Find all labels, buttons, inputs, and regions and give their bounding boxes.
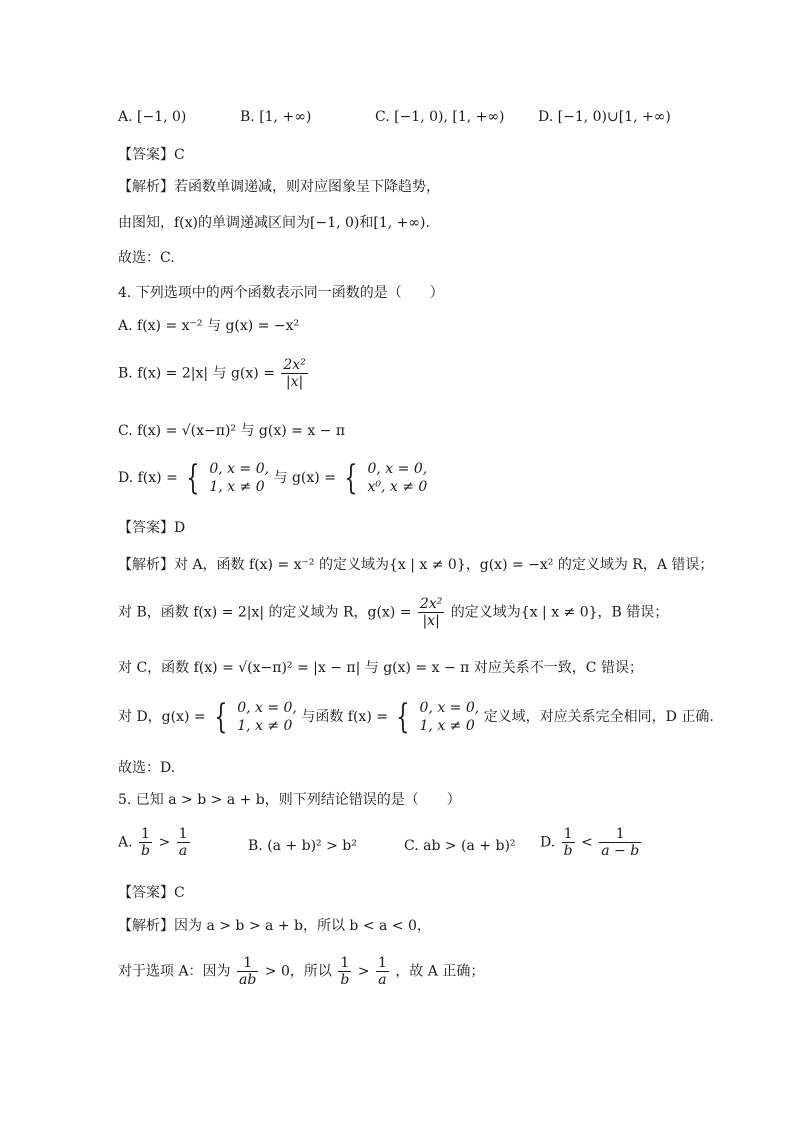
denominator: b: [340, 972, 350, 988]
q4-option-d-cases-f: [209, 460, 269, 496]
q4-analysis-b-prefix: 对 B，函数 f(x) = 2|x| 的定义域为 R，g(x) =: [118, 604, 412, 621]
cases-row: 1, x ≠ 0: [419, 718, 475, 734]
numerator: 1: [237, 955, 258, 972]
q5-option-d: [540, 826, 643, 866]
q4-stem: 4. 下列选项中的两个函数表示同一函数的是（ ）: [118, 285, 444, 301]
q4-analysis-d-mid: 与函数 f(x) =: [301, 709, 388, 725]
q4-analysis-a: 【解析】对 A，函数 f(x) = x⁻² 的定义域为{x | x ≠ 0}，g(x) = −x² 的定义域为 R，A 错误；: [118, 557, 714, 573]
q4-analysis-b-fraction: [418, 596, 444, 629]
q3-option-b: B. [1, +∞): [240, 109, 312, 125]
q4-conclusion: 故选：D.: [118, 760, 176, 776]
fraction-1-over-a-minus-b: [599, 826, 641, 859]
greater-than: >: [158, 834, 171, 851]
q4-option-b: [118, 357, 734, 397]
q5-analysis-line2: [118, 955, 734, 995]
numerator: 1: [139, 826, 152, 843]
q4-analysis-b-denominator: |x|: [422, 613, 440, 629]
q5-answer: 【答案】C: [118, 885, 185, 901]
q4-analysis-b-suffix: 的定义域为{x | x ≠ 0}，B 错误；: [450, 604, 669, 621]
q5-analysis-line2-prefix: 对于选项 A：因为: [118, 963, 231, 980]
numerator: 1: [562, 826, 575, 843]
q5-option-c: C. ab > (a + b)²: [404, 838, 516, 854]
cases-row: 1, x ≠ 0: [209, 479, 265, 495]
cases-row: 0, x = 0,: [237, 700, 297, 716]
q4-analysis-d-cases-g: [237, 699, 297, 735]
cases-row: x⁰, x ≠ 0: [367, 479, 428, 495]
q4-option-b-text: B. f(x) = 2|x| 与 g(x) =: [118, 365, 275, 382]
cases-row: 0, x = 0,: [367, 461, 428, 477]
left-brace-icon: {: [214, 697, 228, 737]
q3-option-d: D. [−1, 0)∪[1, +∞): [538, 109, 671, 125]
q3-analysis-line1: 【解析】若函数单调递减，则对应图象呈下降趋势，: [118, 179, 440, 195]
q4-option-b-numerator: 2x²: [283, 357, 306, 373]
fraction-1-over-ab: [237, 955, 258, 988]
denominator: ab: [239, 972, 257, 988]
q5-option-b: B. (a + b)² > b²: [248, 838, 357, 854]
q5-analysis-line2-suffix: ，故 A 正确；: [395, 963, 485, 980]
q5-analysis-line1: 【解析】因为 a > b > a + b，所以 b < a < 0，: [118, 918, 431, 934]
numerator: 1: [178, 826, 188, 842]
left-brace-icon: {: [344, 458, 358, 498]
q4-option-b-denominator: |x|: [285, 374, 304, 390]
numerator: 1: [377, 955, 387, 971]
denominator: a: [178, 843, 188, 859]
fraction-1-over-b: [139, 826, 152, 859]
q4-analysis-c: 对 C，函数 f(x) = √(x−π)² = |x − π| 与 g(x) = x − π 对应关系不一致，C 错误；: [118, 660, 643, 676]
q4-option-d: [118, 460, 734, 504]
less-than: <: [581, 834, 593, 851]
denominator: b: [141, 843, 150, 859]
q4-answer: 【答案】D: [118, 520, 186, 536]
q4-analysis-b-numerator: 2x²: [419, 596, 443, 612]
left-brace-icon: {: [186, 458, 200, 498]
q3-option-c: C. [−1, 0), [1, +∞): [375, 109, 505, 125]
q5-stem: 5. 已知 a > b > a + b，则下列结论错误的是（ ）: [118, 792, 461, 808]
q4-analysis-d: [118, 699, 734, 743]
fraction-1-over-b: [338, 955, 351, 988]
q4-option-d-label: D. f(x) =: [118, 470, 178, 486]
q4-option-d-cases-g: [367, 460, 427, 496]
q5-option-a: [118, 826, 192, 866]
q3-conclusion: 故选：C.: [118, 250, 175, 266]
left-brace-icon: {: [396, 697, 410, 737]
fraction-1-over-b: [562, 826, 575, 859]
q4-option-d-mid: 与 g(x) =: [273, 470, 336, 486]
denominator: a: [378, 972, 387, 988]
q4-analysis-d-suffix: 定义域，对应关系完全相同，D 正确.: [483, 709, 714, 725]
q4-analysis-b: [118, 596, 734, 636]
greater-than: >: [357, 963, 370, 980]
q4-option-b-fraction: [281, 357, 307, 390]
q4-analysis-d-cases-f: [420, 699, 480, 735]
cases-row: 0, x = 0,: [419, 700, 480, 716]
numerator: 1: [599, 826, 641, 843]
q4-option-a: A. f(x) = x⁻² 与 g(x) = −x²: [118, 318, 300, 334]
q3-answer: 【答案】C: [118, 147, 185, 163]
fraction-1-over-a: [376, 955, 389, 988]
numerator: 1: [338, 955, 351, 972]
denominator: a − b: [601, 843, 640, 859]
cases-row: 1, x ≠ 0: [237, 718, 293, 734]
q4-analysis-d-prefix: 对 D，g(x) =: [118, 709, 206, 725]
q5-analysis-line2-mid: > 0，所以: [264, 963, 332, 980]
q3-option-a: A. [−1, 0): [118, 109, 187, 125]
fraction-1-over-a: [177, 826, 190, 859]
denominator: b: [563, 843, 573, 859]
q5-option-a-label: A.: [118, 834, 133, 851]
q4-option-c: C. f(x) = √(x−π)² 与 g(x) = x − π: [118, 423, 346, 439]
q5-option-d-label: D.: [540, 834, 556, 851]
cases-row: 0, x = 0,: [209, 461, 270, 477]
q3-analysis-line2: 由图知，f(x)的单调递减区间为[−1, 0)和[1, +∞).: [118, 215, 430, 231]
